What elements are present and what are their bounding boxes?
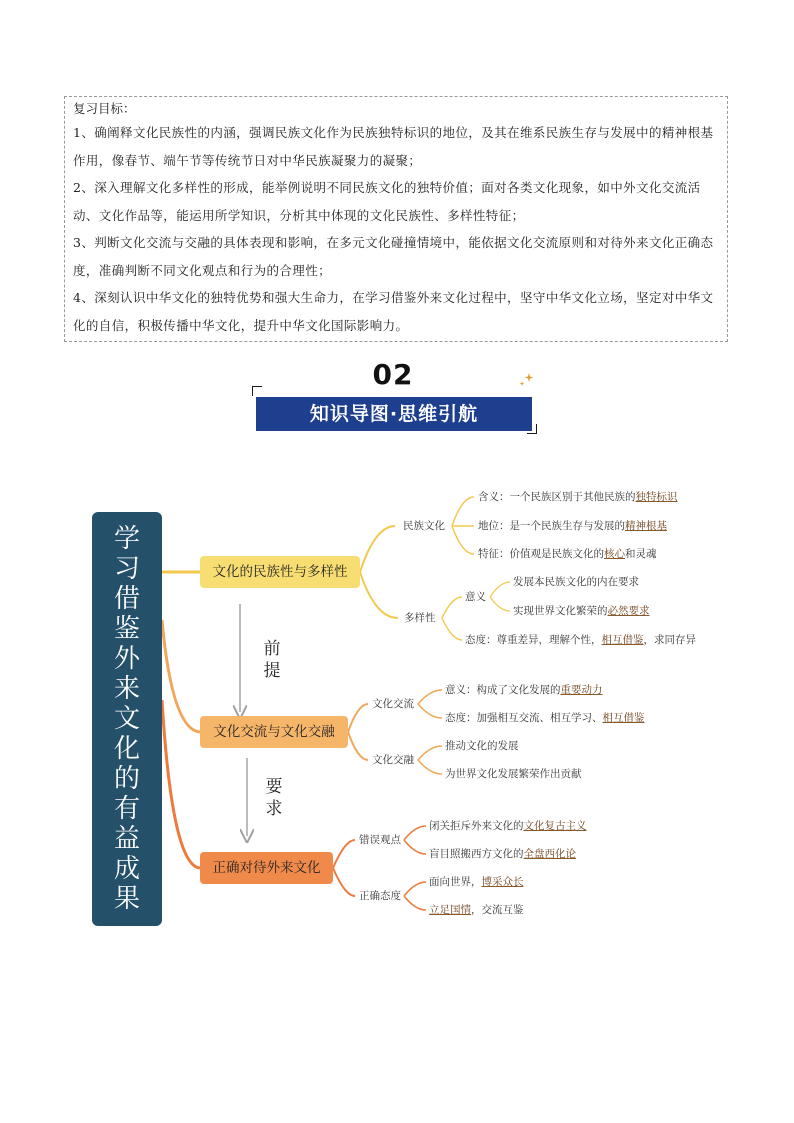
leaf-text: 盲目照搬西方文化的 <box>429 848 524 860</box>
leaf-keyword: 博采众长 <box>481 876 524 888</box>
root-char: 鉴 <box>113 614 140 644</box>
leaf-keyword: 相互借鉴 <box>602 712 645 724</box>
leaf-fusion-1 <box>445 739 519 753</box>
leaf-correct-1 <box>429 875 524 889</box>
leaf-text: 地位：是一个民族生存与发展的 <box>478 520 625 532</box>
objective-item: 2、深入理解文化多样性的形成，能举例说明不同民族文化的独特价值；面对各类文化现象，如中外文化交流活动、文化作品等，能运用所学知识，分析其中体现的文化民族性、多样性特征； <box>73 180 701 223</box>
leaf-significance-2 <box>513 604 650 618</box>
objectives-title: 复习目标： <box>73 101 136 116</box>
branch-significance: 意义 <box>465 591 486 603</box>
root-to-n2-line <box>162 620 200 732</box>
root-to-n3-line <box>162 700 200 868</box>
premise-char: 前 <box>263 639 281 659</box>
branch-diversity: 多样性 <box>404 612 436 624</box>
leaf-diversity-attitude <box>465 633 696 647</box>
requirement-label <box>262 776 286 820</box>
branch-cultural-fusion: 文化交融 <box>372 754 414 766</box>
root-char: 益 <box>113 824 140 854</box>
leaf-wrong-1 <box>429 819 587 833</box>
leaf-text: 实现世界文化繁荣的 <box>513 605 608 617</box>
root-char: 借 <box>113 584 140 614</box>
objective-item: 1、确阐释文化民族性的内涵，强调民族文化作为民族独特标识的地位，及其在维系民族生存与发展中的精神根基作用，像春节、端午节等传统节日对中华民族凝聚力的凝聚； <box>73 125 714 168</box>
leaf-exchange-attitude <box>445 711 645 725</box>
requirement-char: 求 <box>265 799 283 819</box>
node-ethnicity-diversity: 文化的民族性与多样性 <box>200 556 360 588</box>
premise-char: 提 <box>263 661 281 681</box>
leaf-keyword: 独特标识 <box>635 491 678 503</box>
premise-label <box>260 638 284 682</box>
branch-correct-attitude: 正确态度 <box>359 890 401 902</box>
leaf-text: 态度：尊重差异，理解个性， <box>465 634 602 646</box>
leaf-text: 为世界文化发展繁荣作出贡献 <box>445 768 582 780</box>
leaf-text: 推动文化的发展 <box>445 740 519 752</box>
leaf-keyword: 相互借鉴 <box>601 634 644 646</box>
root-char: 果 <box>113 884 140 914</box>
leaf-fusion-2 <box>445 767 582 781</box>
root-char: 的 <box>113 764 140 794</box>
leaf-text: 意义：构成了文化发展的 <box>445 684 561 696</box>
leaf-meaning <box>478 490 678 504</box>
leaf-text: 态度：加强相互交流、相互学习、 <box>445 712 603 724</box>
leaf-exchange-meaning <box>445 683 603 697</box>
root-char: 学 <box>113 524 140 554</box>
root-char: 文 <box>113 704 140 734</box>
leaf-significance-1 <box>513 575 639 589</box>
section-number: 02 <box>372 358 414 391</box>
root-char: 来 <box>113 674 140 704</box>
mindmap-root-title <box>92 512 162 926</box>
leaf-text: ，求同存异 <box>643 634 696 646</box>
objective-item: 4、深刻认识中华文化的独特优势和强大生命力，在学习借鉴外来文化过程中，坚守中华文化立场，坚定对中华文化的自信，积极传播中华文化，提升中华文化国际影响力。 <box>73 290 714 333</box>
leaf-text: ，交流互鉴 <box>471 904 524 916</box>
section-title: 知识导图·思维引航 <box>309 403 479 425</box>
leaf-keyword: 重要动力 <box>560 684 603 696</box>
leaf-text: 含义：一个民族区别于其他民族的 <box>478 491 636 503</box>
root-char: 有 <box>113 794 140 824</box>
leaf-correct-2 <box>429 903 524 917</box>
root-char: 化 <box>113 734 140 764</box>
leaf-keyword: 核心 <box>604 548 625 560</box>
leaf-text: 闭关拒斥外来文化的 <box>429 820 524 832</box>
leaf-status <box>478 519 667 533</box>
root-char: 习 <box>113 554 140 584</box>
node-exchange-fusion: 文化交流与文化交融 <box>200 716 348 748</box>
leaf-wrong-2 <box>429 847 576 861</box>
leaf-feature <box>478 547 657 561</box>
leaf-text: 面向世界， <box>429 876 482 888</box>
objective-item: 3、判断文化交流与交融的具体表现和影响，在多元文化碰撞情境中，能依据文化交流原则和对待外来文化正确态度，准确判断不同文化观点和行为的合理性； <box>73 235 714 278</box>
branch-ethnic-culture: 民族文化 <box>403 520 445 532</box>
requirement-char: 要 <box>265 777 283 797</box>
root-char: 外 <box>113 644 140 674</box>
branch-wrong-views: 错误观点 <box>359 834 401 846</box>
leaf-keyword: 全盘西化论 <box>523 848 576 860</box>
branch-cultural-exchange: 文化交流 <box>372 698 414 710</box>
node-treat-foreign-culture: 正确对待外来文化 <box>200 852 333 884</box>
leaf-text: 和灵魂 <box>625 548 657 560</box>
leaf-keyword: 精神根基 <box>625 520 667 532</box>
leaf-text: 特征：价值观是民族文化的 <box>478 548 604 560</box>
leaf-text: 发展本民族文化的内在要求 <box>513 576 639 588</box>
leaf-keyword: 必然要求 <box>607 605 650 617</box>
leaf-keyword: 文化复古主义 <box>523 820 587 832</box>
root-char: 成 <box>113 854 140 884</box>
leaf-keyword: 立足国情 <box>429 904 471 916</box>
